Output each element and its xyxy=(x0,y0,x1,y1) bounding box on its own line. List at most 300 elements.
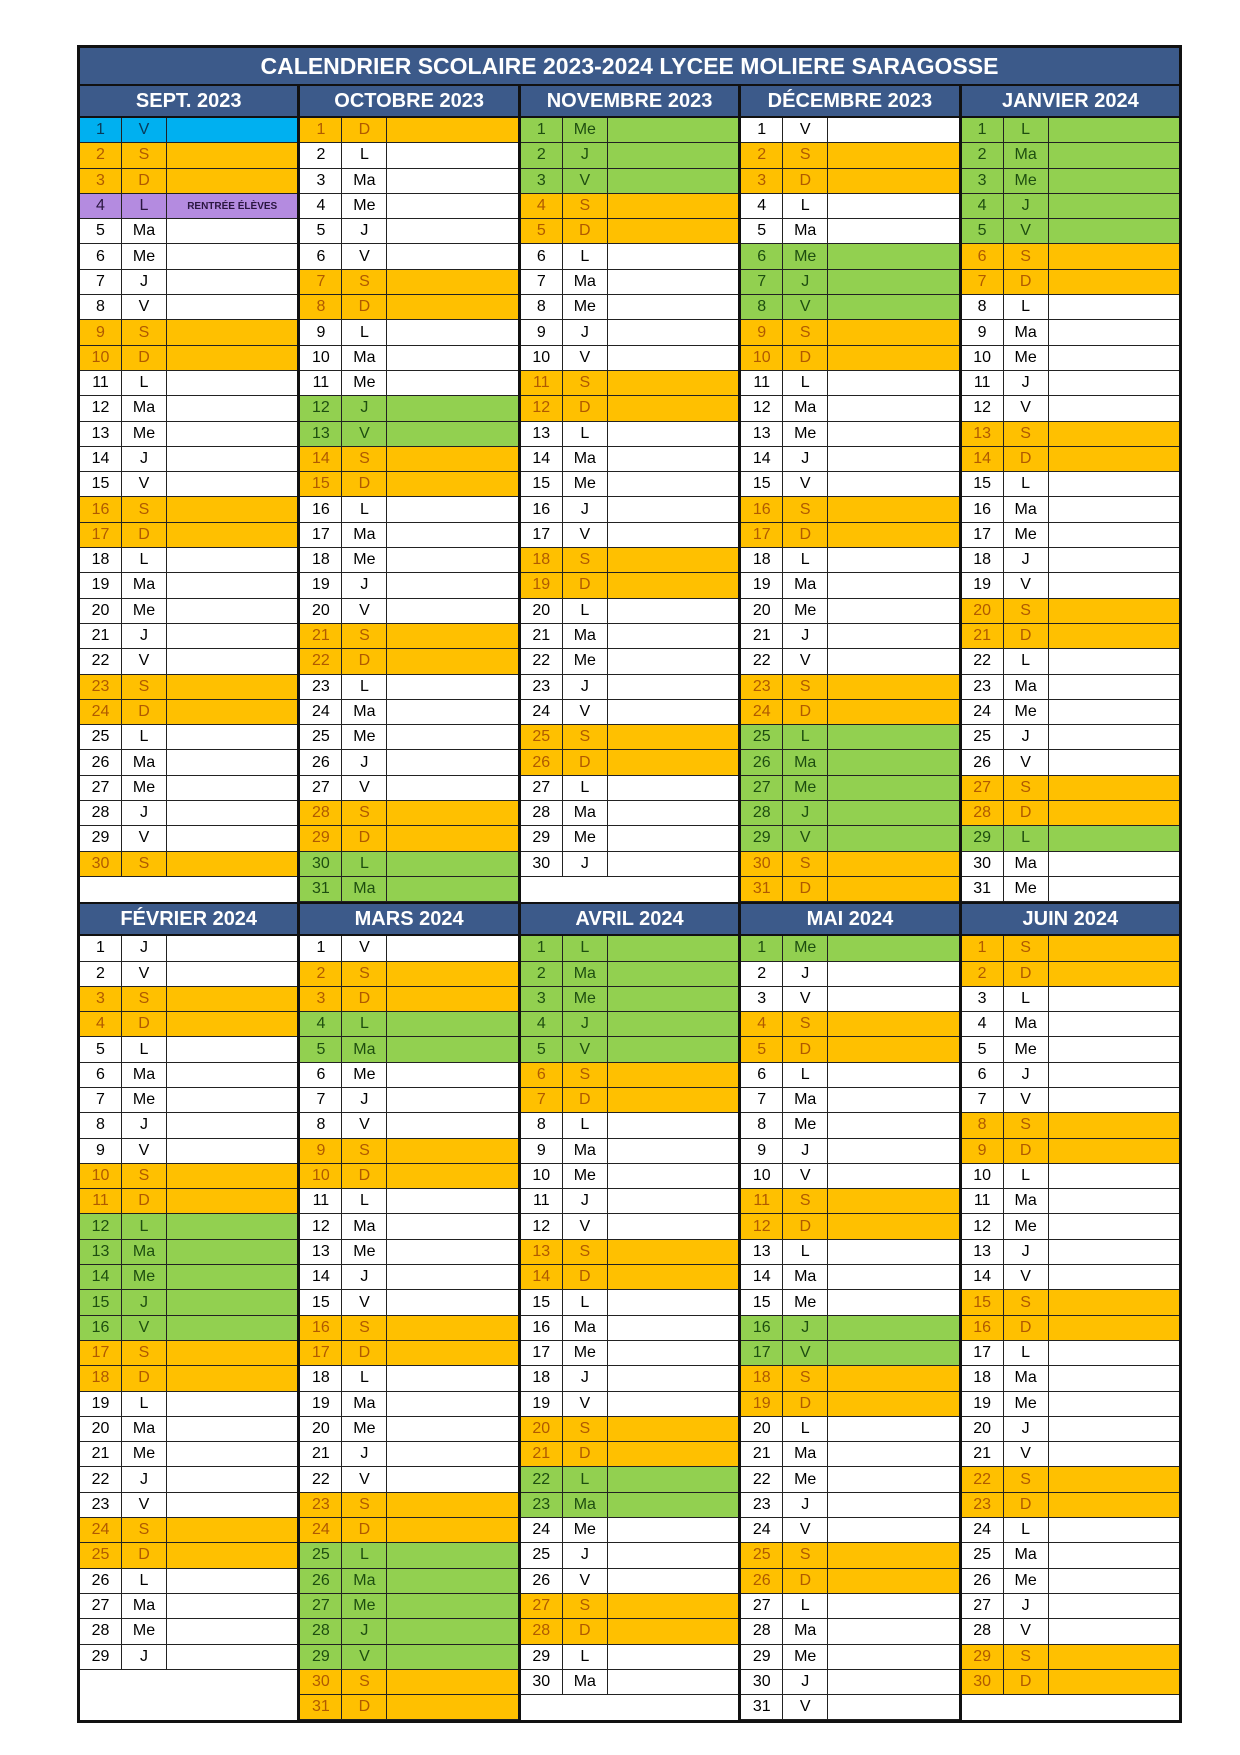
day-number: 14 xyxy=(741,447,783,471)
day-row xyxy=(521,1645,738,1670)
day-note xyxy=(1049,1214,1179,1238)
day-row xyxy=(80,776,297,801)
weekday-label: J xyxy=(122,801,167,825)
day-row xyxy=(741,1594,958,1619)
weekday-label: Me xyxy=(342,725,387,749)
day-row xyxy=(300,447,517,472)
weekday-label: Me xyxy=(783,776,828,800)
day-note xyxy=(387,1240,517,1264)
day-note xyxy=(167,244,297,268)
day-row xyxy=(521,346,738,371)
weekday-label: L xyxy=(342,1189,387,1213)
day-row xyxy=(741,962,958,987)
day-note xyxy=(387,1265,517,1289)
weekday-label: D xyxy=(342,1695,387,1719)
day-note xyxy=(608,523,738,547)
day-row xyxy=(300,118,517,143)
day-note xyxy=(387,1316,517,1340)
day-row xyxy=(80,1569,297,1594)
day-row xyxy=(300,599,517,624)
day-note xyxy=(387,1619,517,1643)
weekday-label: Me xyxy=(342,371,387,395)
day-number: 3 xyxy=(80,169,122,193)
day-number: 2 xyxy=(300,143,342,167)
day-row xyxy=(521,1214,738,1239)
day-number: 31 xyxy=(741,877,783,901)
day-number: 21 xyxy=(80,624,122,648)
day-row xyxy=(521,1543,738,1568)
weekday-label: J xyxy=(783,270,828,294)
weekday-label: S xyxy=(122,497,167,521)
day-row xyxy=(741,826,958,851)
weekday-label: V xyxy=(122,962,167,986)
weekday-label: Me xyxy=(1004,523,1049,547)
weekday-label: L xyxy=(563,936,608,960)
day-note xyxy=(828,270,958,294)
day-number: 17 xyxy=(300,523,342,547)
day-number: 27 xyxy=(80,776,122,800)
day-number: 14 xyxy=(521,447,563,471)
day-number: 21 xyxy=(80,1442,122,1466)
day-note xyxy=(608,1012,738,1036)
day-note xyxy=(167,1392,297,1416)
weekday-label: Me xyxy=(1004,169,1049,193)
day-number: 12 xyxy=(300,396,342,420)
day-note xyxy=(828,1113,958,1137)
day-number: 24 xyxy=(80,700,122,724)
weekday-label: S xyxy=(563,1240,608,1264)
day-note xyxy=(387,1493,517,1517)
day-number: 27 xyxy=(521,1594,563,1618)
day-note xyxy=(387,1012,517,1036)
day-note xyxy=(608,675,738,699)
day-number: 10 xyxy=(962,1164,1004,1188)
month-column xyxy=(959,86,1179,902)
day-number: 8 xyxy=(962,1113,1004,1137)
day-note xyxy=(387,776,517,800)
day-note xyxy=(167,472,297,496)
day-row xyxy=(521,1088,738,1113)
day-note xyxy=(387,1569,517,1593)
day-note xyxy=(828,1290,958,1314)
day-number: 18 xyxy=(962,1366,1004,1390)
weekday-label: V xyxy=(783,826,828,850)
weekday-label: J xyxy=(122,270,167,294)
day-row xyxy=(741,1467,958,1492)
day-row xyxy=(80,1037,297,1062)
day-number: 30 xyxy=(300,852,342,876)
weekday-label: Ma xyxy=(342,523,387,547)
day-number: 26 xyxy=(521,750,563,774)
day-number: 4 xyxy=(521,1012,563,1036)
weekday-label: L xyxy=(563,422,608,446)
day-row xyxy=(80,1316,297,1341)
day-row xyxy=(521,447,738,472)
weekday-label: J xyxy=(783,447,828,471)
day-number: 22 xyxy=(300,649,342,673)
weekday-label: S xyxy=(783,320,828,344)
weekday-label: D xyxy=(342,826,387,850)
day-note xyxy=(1049,346,1179,370)
day-row xyxy=(80,1290,297,1315)
weekday-label: L xyxy=(783,548,828,572)
weekday-label: L xyxy=(563,244,608,268)
weekday-label: Me xyxy=(563,987,608,1011)
day-number: 28 xyxy=(741,1619,783,1643)
day-number: 26 xyxy=(962,750,1004,774)
day-row xyxy=(80,1139,297,1164)
day-note xyxy=(828,1518,958,1542)
day-row xyxy=(521,1012,738,1037)
weekday-label: J xyxy=(783,1139,828,1163)
day-note xyxy=(828,725,958,749)
day-note xyxy=(1049,1164,1179,1188)
weekday-label: V xyxy=(563,700,608,724)
day-number: 3 xyxy=(521,987,563,1011)
weekday-label: J xyxy=(563,1189,608,1213)
day-note xyxy=(608,1240,738,1264)
day-number: 19 xyxy=(962,573,1004,597)
day-row xyxy=(80,1442,297,1467)
day-row xyxy=(962,422,1179,447)
weekday-label: Ma xyxy=(342,1037,387,1061)
day-row xyxy=(300,1341,517,1366)
day-note xyxy=(608,1265,738,1289)
weekday-label: D xyxy=(563,1088,608,1112)
day-note xyxy=(387,1037,517,1061)
day-row xyxy=(300,1594,517,1619)
weekday-label: J xyxy=(122,1467,167,1491)
day-row xyxy=(521,219,738,244)
day-note xyxy=(167,1417,297,1441)
weekday-label: D xyxy=(122,1012,167,1036)
weekday-label: Ma xyxy=(342,1569,387,1593)
day-row xyxy=(962,1189,1179,1214)
weekday-label: Me xyxy=(563,472,608,496)
day-number: 26 xyxy=(521,1569,563,1593)
weekday-label: Ma xyxy=(563,1139,608,1163)
day-number: 26 xyxy=(300,1569,342,1593)
day-number: 12 xyxy=(80,396,122,420)
day-row xyxy=(80,422,297,447)
weekday-label: Me xyxy=(783,1290,828,1314)
day-note xyxy=(608,143,738,167)
day-note xyxy=(167,371,297,395)
day-note xyxy=(608,1392,738,1416)
day-row xyxy=(300,1063,517,1088)
day-note xyxy=(608,1493,738,1517)
day-note xyxy=(828,1645,958,1669)
day-note xyxy=(387,1645,517,1669)
day-number: 28 xyxy=(80,1619,122,1643)
day-number: 19 xyxy=(300,573,342,597)
day-note xyxy=(608,1543,738,1567)
month-header: NOVEMBRE 2023 xyxy=(521,86,738,118)
day-row xyxy=(962,1518,1179,1543)
day-note xyxy=(167,143,297,167)
day-number: 6 xyxy=(962,244,1004,268)
day-row xyxy=(962,962,1179,987)
weekday-label: L xyxy=(342,497,387,521)
day-row xyxy=(521,523,738,548)
day-row xyxy=(741,346,958,371)
day-number: 20 xyxy=(80,599,122,623)
day-note xyxy=(167,1037,297,1061)
day-row xyxy=(962,447,1179,472)
day-row xyxy=(521,194,738,219)
empty-row xyxy=(80,1695,297,1720)
day-note xyxy=(828,852,958,876)
day-row xyxy=(521,936,738,961)
weekday-label: L xyxy=(122,1392,167,1416)
day-number: 21 xyxy=(300,624,342,648)
day-row xyxy=(741,1569,958,1594)
day-number: 6 xyxy=(741,1063,783,1087)
day-note xyxy=(387,1695,517,1719)
day-number: 17 xyxy=(962,523,1004,547)
day-row xyxy=(300,725,517,750)
day-number: 21 xyxy=(521,1442,563,1466)
day-number: 17 xyxy=(741,523,783,547)
day-number: 25 xyxy=(521,725,563,749)
day-note xyxy=(608,1037,738,1061)
day-number: 9 xyxy=(80,320,122,344)
day-note xyxy=(828,497,958,521)
day-number: 29 xyxy=(80,1645,122,1669)
calendar-half-1 xyxy=(80,86,1179,902)
day-note xyxy=(387,396,517,420)
day-row xyxy=(741,270,958,295)
day-row xyxy=(962,1063,1179,1088)
day-row xyxy=(962,750,1179,775)
day-number: 14 xyxy=(300,447,342,471)
weekday-label: Ma xyxy=(342,346,387,370)
weekday-label: V xyxy=(783,118,828,142)
day-note xyxy=(167,396,297,420)
day-note xyxy=(1049,447,1179,471)
day-number: 1 xyxy=(962,118,1004,142)
day-number: 27 xyxy=(741,1594,783,1618)
day-number: 15 xyxy=(300,1290,342,1314)
day-note xyxy=(608,270,738,294)
day-note xyxy=(1049,143,1179,167)
day-note xyxy=(608,1594,738,1618)
day-number: 29 xyxy=(741,826,783,850)
day-number: 17 xyxy=(962,1341,1004,1365)
weekday-label: S xyxy=(1004,422,1049,446)
day-row xyxy=(300,987,517,1012)
weekday-label: Me xyxy=(342,1417,387,1441)
day-note xyxy=(828,962,958,986)
day-number: 12 xyxy=(962,396,1004,420)
day-note xyxy=(1049,270,1179,294)
day-note xyxy=(828,801,958,825)
weekday-label: V xyxy=(783,472,828,496)
day-row xyxy=(300,776,517,801)
day-number: 23 xyxy=(300,1493,342,1517)
day-row xyxy=(300,750,517,775)
day-note xyxy=(1049,194,1179,218)
day-number: 17 xyxy=(521,1341,563,1365)
day-number: 6 xyxy=(962,1063,1004,1087)
day-note xyxy=(828,573,958,597)
day-number: 1 xyxy=(741,936,783,960)
day-note xyxy=(828,987,958,1011)
day-number: 13 xyxy=(521,422,563,446)
weekday-label: Ma xyxy=(563,962,608,986)
day-note xyxy=(167,1240,297,1264)
weekday-label: Me xyxy=(122,244,167,268)
day-number: 22 xyxy=(521,1467,563,1491)
weekday-label: V xyxy=(122,1316,167,1340)
day-note xyxy=(608,1164,738,1188)
day-note xyxy=(387,270,517,294)
weekday-label: L xyxy=(563,1290,608,1314)
day-row xyxy=(521,497,738,522)
weekday-label: S xyxy=(342,801,387,825)
day-number: 4 xyxy=(80,194,122,218)
day-row xyxy=(741,447,958,472)
day-number: 24 xyxy=(80,1518,122,1542)
weekday-label: Ma xyxy=(122,750,167,774)
day-number: 26 xyxy=(741,750,783,774)
day-note xyxy=(608,826,738,850)
day-note xyxy=(167,573,297,597)
weekday-label: D xyxy=(1004,1316,1049,1340)
day-row xyxy=(741,1088,958,1113)
day-row xyxy=(300,1214,517,1239)
weekday-label: D xyxy=(122,1189,167,1213)
day-number: 19 xyxy=(521,573,563,597)
day-row xyxy=(80,270,297,295)
day-row xyxy=(962,1366,1179,1391)
weekday-label: J xyxy=(1004,1594,1049,1618)
weekday-label: V xyxy=(342,1290,387,1314)
weekday-label: Ma xyxy=(563,624,608,648)
weekday-label: D xyxy=(783,346,828,370)
day-number: 28 xyxy=(962,1619,1004,1643)
weekday-label: S xyxy=(342,447,387,471)
day-row xyxy=(741,1164,958,1189)
day-number: 25 xyxy=(962,1543,1004,1567)
day-note xyxy=(608,1341,738,1365)
day-row xyxy=(962,244,1179,269)
day-row xyxy=(741,725,958,750)
day-number: 24 xyxy=(300,700,342,724)
day-note xyxy=(167,1316,297,1340)
weekday-label: S xyxy=(342,1139,387,1163)
weekday-label: Me xyxy=(342,1240,387,1264)
day-note xyxy=(828,1189,958,1213)
day-row xyxy=(741,472,958,497)
day-row xyxy=(962,1088,1179,1113)
day-number: 4 xyxy=(962,194,1004,218)
day-number: 16 xyxy=(521,1316,563,1340)
day-row xyxy=(521,987,738,1012)
day-note xyxy=(167,1113,297,1137)
day-number: 14 xyxy=(962,1265,1004,1289)
day-number: 20 xyxy=(962,1417,1004,1441)
weekday-label: D xyxy=(342,987,387,1011)
weekday-label: L xyxy=(1004,118,1049,142)
day-number: 19 xyxy=(741,573,783,597)
day-note xyxy=(828,649,958,673)
day-note xyxy=(1049,396,1179,420)
day-note xyxy=(167,447,297,471)
day-number: 4 xyxy=(521,194,563,218)
day-note xyxy=(828,675,958,699)
weekday-label: D xyxy=(122,523,167,547)
day-note xyxy=(167,826,297,850)
day-number: 15 xyxy=(962,472,1004,496)
day-row xyxy=(300,346,517,371)
day-note xyxy=(608,852,738,876)
day-row xyxy=(80,371,297,396)
day-number: 27 xyxy=(521,776,563,800)
day-note xyxy=(828,371,958,395)
weekday-label: Ma xyxy=(1004,1366,1049,1390)
day-number: 13 xyxy=(300,422,342,446)
day-note xyxy=(387,371,517,395)
day-number: 23 xyxy=(962,675,1004,699)
day-number: 8 xyxy=(521,295,563,319)
day-number: 30 xyxy=(521,1670,563,1694)
day-number: 23 xyxy=(741,1493,783,1517)
weekday-label: V xyxy=(342,936,387,960)
day-note xyxy=(167,118,297,142)
weekday-label: J xyxy=(563,852,608,876)
month-column xyxy=(959,904,1179,1720)
weekday-label: Me xyxy=(122,1619,167,1643)
day-row xyxy=(80,1467,297,1492)
day-note xyxy=(1049,1442,1179,1466)
day-note xyxy=(387,750,517,774)
day-note xyxy=(608,346,738,370)
weekday-label: V xyxy=(122,472,167,496)
day-row xyxy=(80,244,297,269)
day-row xyxy=(300,1392,517,1417)
day-row xyxy=(521,396,738,421)
day-number: 30 xyxy=(300,1670,342,1694)
weekday-label: Me xyxy=(563,118,608,142)
day-row xyxy=(521,1189,738,1214)
month-column xyxy=(738,86,958,902)
day-row xyxy=(741,801,958,826)
day-note xyxy=(387,1088,517,1112)
day-note xyxy=(387,1670,517,1694)
day-note xyxy=(1049,1366,1179,1390)
day-note xyxy=(1049,573,1179,597)
day-row xyxy=(80,548,297,573)
weekday-label: Me xyxy=(1004,700,1049,724)
weekday-label: Ma xyxy=(783,1619,828,1643)
day-number: 16 xyxy=(300,1316,342,1340)
month-header: OCTOBRE 2023 xyxy=(300,86,517,118)
day-number: 20 xyxy=(300,1417,342,1441)
weekday-label: J xyxy=(342,1442,387,1466)
day-note xyxy=(387,497,517,521)
day-note xyxy=(167,346,297,370)
day-note xyxy=(167,523,297,547)
day-note xyxy=(167,1594,297,1618)
day-note xyxy=(828,1088,958,1112)
day-number: 7 xyxy=(741,1088,783,1112)
weekday-label: J xyxy=(563,1543,608,1567)
day-row xyxy=(741,1392,958,1417)
weekday-label: Me xyxy=(342,548,387,572)
day-note xyxy=(608,700,738,724)
day-row xyxy=(741,1290,958,1315)
